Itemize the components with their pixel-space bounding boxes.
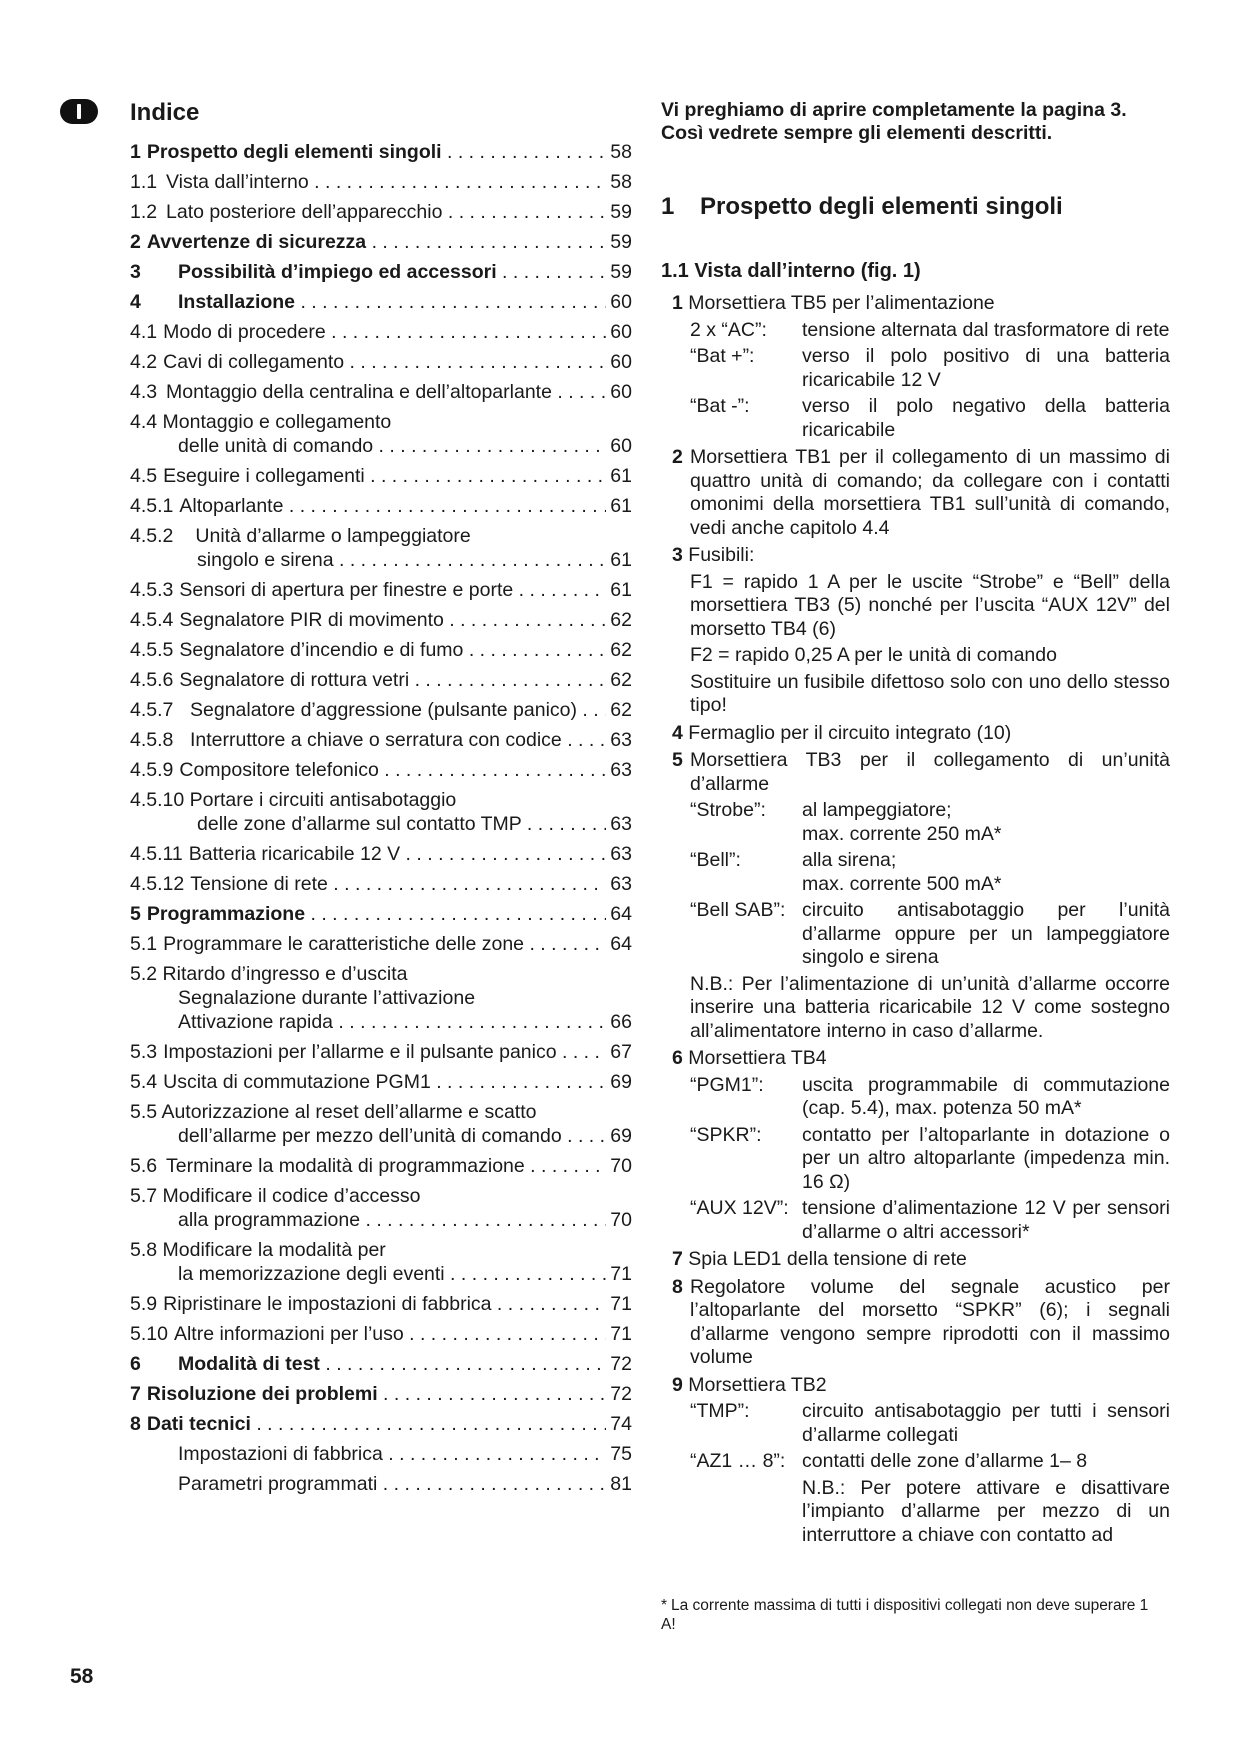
toc-entry-text: 4.5.12 Tensione di rete . . .: [130, 872, 606, 896]
toc-entry-page: 59: [610, 231, 632, 253]
toc-entry-line: [130, 698, 632, 722]
toc-entry-number: 4.5.12: [130, 873, 185, 895]
toc-entry-line: [130, 1442, 632, 1466]
item-text: Morsettiera TB2: [688, 1373, 827, 1396]
list-item: [672, 722, 1170, 746]
item-text: Fusibili:: [688, 544, 755, 566]
toc-entry-page: 61: [610, 465, 632, 487]
toc-entry-page: 66: [610, 1011, 632, 1033]
toc-entry-line: [130, 1292, 632, 1316]
toc-entry: [130, 902, 632, 926]
toc-entry: [130, 1040, 632, 1064]
item-number: 4: [672, 721, 683, 744]
term-row: [690, 319, 1170, 343]
term-row: [690, 1124, 1170, 1195]
toc-entry-line: [130, 1154, 632, 1178]
toc-entry-number: 5.7: [130, 1185, 158, 1207]
toc-entry: [130, 1184, 632, 1232]
item-text: Regolatore volume del segnale acustico per l’altoparlante del morsetto “SPKR” (6); i segnali d’allarme vengono sempre riprodotti con il massimo volume: [690, 1275, 1170, 1368]
toc-entry-text: 5.10 Altre informazioni per l’uso . . .: [130, 1322, 606, 1346]
toc-entry-line: [130, 1070, 632, 1094]
item-note: N.B.: Per potere attivare e disattivare l’impianto d’allarme per mezzo di un interruttore a chiave con contatto ad: [802, 1476, 1170, 1546]
toc-entry-text: 4.5.4 Segnalatore PIR di movimento . . .: [130, 608, 606, 632]
toc-entry: [130, 200, 632, 224]
toc-entry: [130, 380, 632, 404]
toc-entry-line: [130, 170, 632, 194]
footnote-text: La corrente massima di tutti i dispositivi collegati non deve superare 1 A!: [661, 1597, 1149, 1633]
item-paragraph: F1 = rapido 1 A per le uscite “Strobe” e “Bell” della morsettiera TB3 (5) nonché per l’uscita “AUX 12V” del morsetto TB4 (6): [690, 570, 1170, 640]
toc-entry-text: Attivazione rapida . . .: [178, 1010, 606, 1034]
toc-entry-page: 63: [610, 729, 632, 751]
toc-entry-number: 4.5.9: [130, 759, 174, 781]
toc-entry-text: Parametri programmati . . .: [178, 1472, 606, 1496]
toc-entry-line: [130, 986, 632, 1010]
toc-entry-line: [130, 464, 632, 488]
toc-entry: [130, 494, 632, 518]
toc-entry-text: Montaggio e collegamento: [162, 411, 392, 433]
toc-entry-number: 4.5.1: [130, 495, 174, 517]
toc-entry-text: Modificare la modalità per: [162, 1239, 386, 1261]
toc-entry: [130, 668, 632, 692]
toc-entry-text: 4.2 Cavi di collegamento . . .: [130, 350, 606, 374]
toc-entry-page: 70: [610, 1155, 632, 1177]
toc-entry-page: 62: [610, 639, 632, 661]
toc-entry-line: [130, 1184, 632, 1208]
term-key: “Strobe”:: [690, 799, 766, 821]
toc-entry-text: la memorizzazione degli eventi . . .: [178, 1262, 606, 1286]
toc-entry-text: dell’allarme per mezzo dell’unità di comando . . .: [178, 1124, 606, 1148]
item-number: 5: [672, 749, 683, 771]
toc-entry-number: 4.1: [130, 321, 158, 343]
toc-entry-line: [130, 1010, 632, 1034]
toc-entry-text: alla programmazione . . .: [178, 1208, 606, 1232]
toc-entry-line: [130, 1238, 632, 1262]
toc-entry-page: 75: [610, 1443, 632, 1465]
list-item: [672, 446, 1170, 540]
term-key: “AZ1 … 8”:: [690, 1450, 786, 1472]
list-item: [672, 1047, 1170, 1244]
list-item: [672, 292, 1170, 442]
toc-entry-number: 4.5.10: [130, 789, 185, 811]
term-value-line: alla sirena;: [802, 849, 897, 871]
toc-entry: [130, 578, 632, 602]
toc-entry: [130, 1238, 632, 1286]
toc-entry-line: [130, 320, 632, 344]
toc-entry-page: 60: [610, 321, 632, 343]
section-number: 1: [661, 193, 675, 220]
toc-entry-line: [130, 200, 632, 224]
toc-entry-page: 62: [610, 609, 632, 631]
toc-entry-line: [130, 578, 632, 602]
toc-entry-page: 63: [610, 759, 632, 781]
toc-entry: [130, 320, 632, 344]
toc-entry-text: 5.3 Impostazioni per l’allarme e il pulsante panico . . .: [130, 1040, 606, 1064]
toc-entry-text: 7 Risoluzione dei problemi . . .: [130, 1382, 606, 1406]
toc-entry-line: [130, 1412, 632, 1436]
toc-entry-text: Ritardo d’ingresso e d’uscita: [162, 963, 408, 985]
term-value: [802, 799, 1170, 846]
term-value: uscita programmabile di commutazione (cap. 5.4), max. potenza 50 mA*: [802, 1073, 1170, 1119]
toc-entry-page: 71: [610, 1323, 632, 1345]
term-key: “SPKR”:: [690, 1123, 762, 1146]
toc-entry-text: 3 Possibilità d’impiego ed accessori . . .: [130, 260, 606, 284]
toc-entry: [130, 170, 632, 194]
toc-entry-page: 59: [610, 201, 632, 223]
item-text: Fermaglio per il circuito integrato (10): [688, 721, 1012, 744]
item-number: 3: [672, 544, 683, 566]
toc-entry-text: 4.5.1 Altoparlante . . .: [130, 494, 606, 518]
toc-entry: [130, 524, 632, 572]
toc-entry-line: [130, 140, 632, 164]
term-value-line: al lampeggiatore;: [802, 799, 952, 821]
toc-entry: [130, 350, 632, 374]
toc-entry-text: 1.2 Lato posteriore dell’apparecchio . . .: [130, 200, 606, 224]
toc-entry-number: 1.1: [130, 171, 158, 193]
toc-entry-page: 63: [610, 843, 632, 865]
item-number: 7: [672, 1248, 683, 1270]
toc-entry-text: Modificare il codice d’accesso: [162, 1185, 421, 1207]
item-number: 8: [672, 1275, 683, 1298]
term-value: verso il polo negativo della batteria ricaricabile: [802, 395, 1170, 441]
toc-entry-number: 4.5: [130, 465, 158, 487]
toc-entry-text: 4.3 Montaggio della centralina e dell’altoparlante . . .: [130, 380, 606, 404]
toc-entry-page: 61: [610, 495, 632, 517]
toc-entry-line: [130, 380, 632, 404]
toc-entry-line: [130, 872, 632, 896]
toc-entry: [130, 260, 632, 284]
toc-entry-page: 71: [610, 1263, 632, 1285]
toc-entry-text: 4.5.11 Batteria ricaricabile 12 V . . .: [130, 842, 606, 866]
toc-entry-text: Portare i circuiti antisabotaggio: [189, 789, 457, 811]
toc-entry-page: 69: [610, 1125, 632, 1147]
toc-entry-line: [130, 758, 632, 782]
toc-entry-page: 64: [610, 933, 632, 955]
term-value-line: max. corrente 500 mA*: [802, 872, 1002, 895]
toc-entry-line: [130, 1472, 632, 1496]
toc-entry-number: 4.5.6: [130, 669, 174, 691]
intro-block: [661, 99, 1166, 145]
toc-entry: [130, 1292, 632, 1316]
toc-entry-page: 63: [610, 813, 632, 835]
toc-entry: [130, 1154, 632, 1178]
toc-entry-number: 5.9: [130, 1293, 158, 1315]
toc-entry-text: delle unità di comando . . .: [178, 434, 606, 458]
toc-entry-line: [130, 728, 632, 752]
table-of-contents: [130, 140, 632, 1502]
toc-entry-line: [130, 608, 632, 632]
toc-entry-number: 8: [130, 1413, 141, 1435]
toc-entry: [130, 1412, 632, 1436]
toc-entry: [130, 788, 632, 836]
term-key: 2 x “AC”:: [690, 318, 767, 341]
toc-entry-line: [130, 962, 632, 986]
toc-entry-page: 70: [610, 1209, 632, 1231]
item-text: Morsettiera TB5 per l’alimentazione: [688, 292, 995, 314]
item-note: N.B.: Per l’alimentazione di un’unità d’allarme occorre inserire una batteria ricaricabile 12 V come sostegno all’alimentatore interno in caso d’allarme.: [690, 972, 1170, 1042]
list-item: [672, 749, 1170, 1043]
toc-entry-page: 59: [610, 261, 632, 283]
element-list: [672, 292, 1170, 1551]
toc-entry-page: 63: [610, 873, 632, 895]
toc-entry-page: 74: [610, 1413, 632, 1435]
toc-entry-page: 61: [610, 549, 632, 571]
toc-entry-line: [130, 1124, 632, 1148]
toc-entry-line: [130, 410, 632, 434]
toc-entry: [130, 1472, 632, 1496]
section-heading: [661, 193, 1063, 221]
toc-entry-number: 5.2: [130, 963, 158, 985]
toc-entry-line: [130, 548, 632, 572]
toc-entry-text: 4.1 Modo di procedere . . .: [130, 320, 606, 344]
toc-entry: [130, 1382, 632, 1406]
term-key: “AUX 12V”:: [690, 1197, 789, 1219]
toc-entry-line: [130, 812, 632, 836]
toc-entry-number: 5.8: [130, 1239, 158, 1261]
toc-entry-page: 72: [610, 1353, 632, 1375]
toc-entry: [130, 1100, 632, 1148]
toc-entry-number: 4.5.11: [130, 843, 183, 865]
toc-entry-line: [130, 350, 632, 374]
toc-entry-text: 5.9 Ripristinare le impostazioni di fabbrica . . .: [130, 1292, 606, 1316]
toc-entry-page: 62: [610, 699, 632, 721]
term-value: [802, 849, 1170, 896]
toc-entry-text: 4.5.3 Sensori di apertura per finestre e porte . . .: [130, 578, 606, 602]
toc-entry-number: 5: [130, 903, 141, 925]
toc-entry-line: [130, 1382, 632, 1406]
term-row: [690, 1400, 1170, 1447]
subsection-ref: (fig. 1): [860, 260, 921, 282]
toc-entry: [130, 932, 632, 956]
toc-entry-text: 4.5 Eseguire i collegamenti . . .: [130, 464, 606, 488]
toc-entry-line: [130, 524, 632, 548]
item-number: 9: [672, 1373, 683, 1396]
list-item: [672, 1248, 1170, 1272]
term-row: [690, 1450, 1170, 1474]
toc-entry: [130, 842, 632, 866]
toc-entry-number: 4.5.5: [130, 639, 174, 661]
item-number: 6: [672, 1047, 683, 1069]
language-flag-icon: [60, 99, 98, 124]
item-text: Spia LED1 della tensione di rete: [688, 1248, 967, 1270]
toc-entry-number: 4.2: [130, 351, 158, 373]
toc-entry-number: 7: [130, 1383, 141, 1405]
toc-entry-text: 1 Prospetto degli elementi singoli . . .: [130, 140, 606, 164]
toc-entry-number: 4.3: [130, 381, 158, 403]
toc-entry-number: 5.1: [130, 933, 158, 955]
toc-entry-text: 5.1 Programmare le caratteristiche delle zone . . .: [130, 932, 606, 956]
section-title: Prospetto degli elementi singoli: [700, 193, 1063, 220]
list-item: [672, 1374, 1170, 1548]
toc-entry-text: 4.5.6 Segnalatore di rottura vetri . . .: [130, 668, 606, 692]
term-row: [690, 345, 1170, 392]
term-value: tensione alternata dal trasformatore di rete: [802, 318, 1170, 341]
toc-entry-line: [130, 260, 632, 284]
toc-entry-line: [130, 842, 632, 866]
toc-entry: [130, 230, 632, 254]
toc-entry: [130, 464, 632, 488]
toc-entry-line: [130, 638, 632, 662]
toc-entry-text: 4.5.7 Segnalatore d’aggressione (pulsante panico) . . .: [130, 698, 606, 722]
term-value: circuito antisabotaggio per l’unità d’allarme oppure per un lampeggiatore singolo e sirena: [802, 899, 1170, 968]
toc-entry-line: [130, 1040, 632, 1064]
toc-entry-page: 60: [610, 351, 632, 373]
toc-entry-text: 4.5.8 Interruttore a chiave o serratura con codice . . .: [130, 728, 606, 752]
toc-entry-line: [130, 1322, 632, 1346]
toc-entry: [130, 728, 632, 752]
term-key: “Bell”:: [690, 849, 741, 871]
subsection-heading: [661, 260, 921, 283]
toc-entry-number: 4.5.4: [130, 609, 174, 631]
term-value: verso il polo positivo di una batteria ricaricabile 12 V: [802, 345, 1170, 391]
term-value: tensione d’alimentazione 12 V per sensori d’allarme o altri accessori*: [802, 1197, 1170, 1243]
term-key: “TMP”:: [690, 1400, 750, 1422]
toc-entry-line: [130, 902, 632, 926]
toc-entry-text: 5 Programmazione . . .: [130, 902, 606, 926]
toc-entry-page: 58: [610, 171, 632, 193]
item-text: Morsettiera TB3 per il collegamento di un’unità d’allarme: [690, 749, 1170, 795]
toc-entry-page: 60: [610, 291, 632, 313]
toc-entry-text: Impostazioni di fabbrica . . .: [178, 1442, 606, 1466]
toc-entry-page: 67: [610, 1041, 632, 1063]
item-number: 2: [672, 446, 683, 468]
term-row: [690, 799, 1170, 846]
toc-entry: [130, 872, 632, 896]
item-text: Morsettiera TB1 per il collegamento di un massimo di quattro unità di comando; da collegare con i contatti omonimi della morsettiera TB1 sull’unità di comando, vedi anche capitolo 4.4: [690, 446, 1170, 539]
toc-entry-number: 1: [130, 141, 141, 163]
toc-entry-number: 2: [130, 231, 141, 253]
toc-entry-number: 3: [130, 261, 141, 283]
toc-entry-number: 5.6: [130, 1155, 158, 1177]
toc-entry-number: 6: [130, 1353, 141, 1375]
item-paragraph: F2 = rapido 0,25 A per le unità di comando: [690, 644, 1057, 666]
subsection-title: 1.1 Vista dall’interno: [661, 260, 856, 282]
toc-entry-line: [130, 434, 632, 458]
toc-entry-number: 4.5.7: [130, 699, 174, 721]
toc-entry: [130, 140, 632, 164]
page-number: 58: [70, 1665, 94, 1688]
toc-entry: [130, 698, 632, 722]
term-row: [690, 849, 1170, 896]
toc-entry: [130, 410, 632, 458]
toc-entry-number: 4: [130, 291, 141, 313]
toc-entry-line: [130, 1100, 632, 1124]
toc-entry-page: 60: [610, 435, 632, 457]
toc-entry-page: 72: [610, 1383, 632, 1405]
toc-entry-number: 5.10: [130, 1323, 168, 1345]
toc-entry-number: 4.5.3: [130, 579, 174, 601]
intro-text: Vi preghiamo di aprire completamente la pagina 3. Così vedrete sempre gli elementi descritti.: [661, 99, 1127, 144]
toc-entry: [130, 1352, 632, 1376]
toc-entry: [130, 1322, 632, 1346]
toc-entry-page: 64: [610, 903, 632, 925]
term-row: [690, 1197, 1170, 1244]
toc-entry-number: 5.4: [130, 1071, 158, 1093]
item-number: 1: [672, 292, 683, 314]
toc-entry: [130, 290, 632, 314]
toc-entry-page: 60: [610, 381, 632, 403]
toc-entry-text: 4.5.9 Compositore telefonico . . .: [130, 758, 606, 782]
term-key: “Bat -”:: [690, 395, 750, 417]
toc-entry-text: 8 Dati tecnici . . .: [130, 1412, 606, 1436]
toc-entry-number: 4.4: [130, 411, 158, 433]
list-item: [672, 1276, 1170, 1370]
toc-entry-line: [130, 1352, 632, 1376]
item-text: Morsettiera TB4: [688, 1047, 827, 1069]
toc-entry-page: 81: [610, 1473, 632, 1495]
toc-entry-text: 6 Modalità di test . . .: [130, 1352, 606, 1376]
toc-entry-number: 5.5: [130, 1101, 158, 1123]
term-value-line: max. corrente 250 mA*: [802, 822, 1002, 845]
term-value: contatto per l’altoparlante in dotazione o per un altro altoparlante (impedenza min. 16 Ω): [802, 1123, 1170, 1193]
toc-entry-text: singolo e sirena . . .: [197, 548, 606, 572]
toc-entry-text: 4.5.5 Segnalatore d’incendio e di fumo . . .: [130, 638, 606, 662]
toc-entry-page: 69: [610, 1071, 632, 1093]
toc-entry-text: Segnalazione durante l’attivazione: [178, 987, 476, 1009]
toc-entry-text: Unità d’allarme o lampeggiatore: [195, 525, 471, 547]
footnote-marker-icon: *: [661, 1597, 668, 1614]
toc-entry: [130, 758, 632, 782]
toc-entry: [130, 638, 632, 662]
term-key: “PGM1”:: [690, 1073, 764, 1096]
toc-entry-text: 2 Avvertenze di sicurezza . . .: [130, 230, 606, 254]
toc-entry-line: [130, 932, 632, 956]
term-value: contatti delle zone d’allarme 1– 8: [802, 1450, 1088, 1472]
toc-entry-text: 4 Installazione . . .: [130, 290, 606, 314]
toc-entry-line: [130, 290, 632, 314]
toc-entry-page: 61: [610, 579, 632, 601]
toc-entry-page: 62: [610, 669, 632, 691]
item-paragraph: Sostituire un fusibile difettoso solo con uno dello stesso tipo!: [690, 670, 1170, 716]
toc-entry-text: 1.1 Vista dall’interno . . .: [130, 170, 606, 194]
index-title: Indice: [130, 99, 200, 126]
list-item: [672, 544, 1170, 718]
toc-entry-page: 58: [610, 141, 632, 163]
toc-entry-text: 5.4 Uscita di commutazione PGM1 . . .: [130, 1070, 606, 1094]
toc-entry-line: [130, 1208, 632, 1232]
term-key: “Bell SAB”:: [690, 899, 786, 921]
toc-entry-line: [130, 494, 632, 518]
term-value: circuito antisabotaggio per tutti i sensori d’allarme collegati: [802, 1400, 1170, 1446]
toc-entry-number: 5.3: [130, 1041, 158, 1063]
toc-entry-number: 4.5.2: [130, 525, 174, 547]
term-row: [690, 1074, 1170, 1121]
toc-entry-text: 5.6 Terminare la modalità di programmazione . . .: [130, 1154, 606, 1178]
term-key: “Bat +”:: [690, 345, 755, 367]
toc-entry-text: Autorizzazione al reset dell’allarme e scatto: [161, 1101, 537, 1123]
toc-entry-line: [130, 668, 632, 692]
toc-entry-number: 4.5.8: [130, 729, 174, 751]
footnote: [661, 1596, 1166, 1634]
term-row: [690, 899, 1170, 970]
toc-entry: [130, 962, 632, 1034]
toc-entry: [130, 608, 632, 632]
term-row: [690, 395, 1170, 442]
toc-entry-line: [130, 788, 632, 812]
toc-entry-line: [130, 1262, 632, 1286]
toc-entry-number: 1.2: [130, 201, 158, 223]
toc-entry-page: 71: [610, 1293, 632, 1315]
toc-entry-line: [130, 230, 632, 254]
toc-entry: [130, 1442, 632, 1466]
toc-entry-text: delle zone d’allarme sul contatto TMP . . .: [197, 812, 606, 836]
toc-entry: [130, 1070, 632, 1094]
